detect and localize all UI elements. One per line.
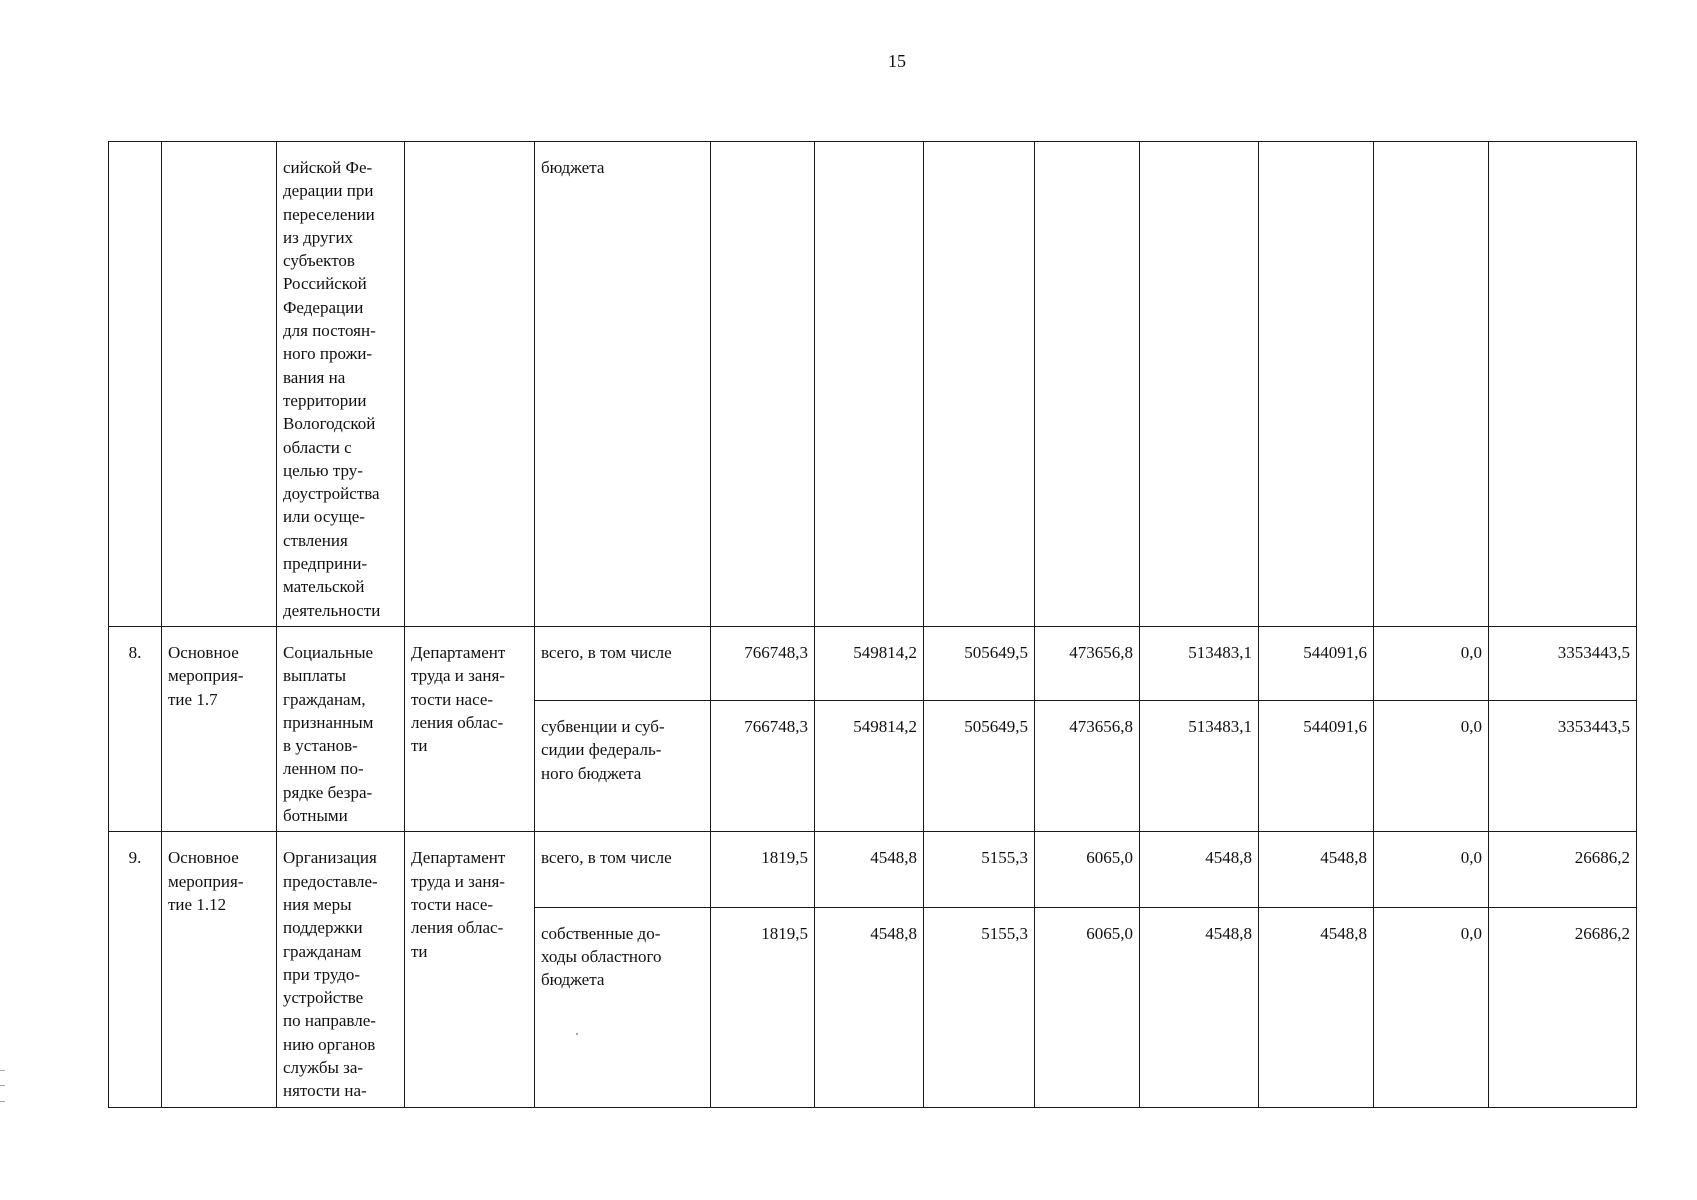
funding-value: 5155,3: [981, 848, 1028, 868]
value-cell: [1140, 907, 1259, 1107]
value-cell: [1259, 907, 1374, 1107]
value-cell: [1374, 907, 1489, 1107]
activity-name-line: ния меры: [283, 894, 352, 914]
funding-value: 4548,8: [1320, 923, 1367, 943]
activity-name-line: ного прожи-: [283, 344, 373, 364]
activity-name-line: из других: [283, 227, 354, 247]
activity-name-line: ствления: [283, 530, 348, 550]
activity-name-line: предоставле-: [283, 871, 378, 891]
value-cell: [711, 626, 815, 700]
activity-name-line: гражданам,: [283, 689, 366, 709]
activity-name-line: выплаты: [283, 666, 346, 686]
activity-name-line: субъектов: [283, 251, 355, 271]
funding-value: 4548,8: [870, 848, 917, 868]
value-cell: [1489, 832, 1637, 907]
activity-name-line: или осуще-: [283, 507, 365, 527]
funding-source-line: всего, в том числе: [541, 848, 672, 868]
funding-value: 513483,1: [1188, 642, 1252, 662]
funding-source-line: бюджета: [541, 970, 605, 990]
executor-line: тости насе-: [411, 894, 494, 914]
index-cell: [109, 142, 162, 627]
executor-line: тости насе-: [411, 689, 494, 709]
executor-cell: [405, 832, 535, 1107]
value-cell: [924, 832, 1035, 907]
activity-name-line: вания на: [283, 367, 346, 387]
measure-cell: [162, 626, 277, 831]
scan-edge-marks: [0, 1070, 5, 1102]
funding-source-cell: [535, 142, 711, 627]
funding-value: 544091,6: [1303, 717, 1367, 737]
value-cell: [924, 907, 1035, 1107]
funding-source-line: сидии федераль-: [541, 740, 662, 760]
funding-value: 0,0: [1460, 642, 1482, 662]
funding-source-cell: [535, 701, 711, 832]
measure-cell: [162, 832, 277, 1107]
funding-source-cell: [535, 907, 711, 1107]
value-cell: [815, 142, 924, 627]
activity-name-line: предприни-: [283, 554, 368, 574]
executor-line: ления облас-: [411, 712, 504, 732]
executor-line: ления облас-: [411, 918, 504, 938]
activity-name-line: ботными: [283, 806, 348, 826]
activity-name-line: при трудо-: [283, 964, 361, 984]
funding-value: 4548,8: [1320, 848, 1367, 868]
activity-name-cell: [277, 832, 405, 1107]
activity-name-line: службы за-: [283, 1057, 364, 1077]
value-cell: [1259, 142, 1374, 627]
executor-line: ти: [411, 736, 428, 756]
value-cell: [711, 832, 815, 907]
activity-name-line: нию органов: [283, 1034, 376, 1054]
row-index-cell: [109, 626, 162, 831]
value-cell: [924, 142, 1035, 627]
value-cell: [1035, 701, 1140, 832]
executor-line: труда и заня-: [411, 666, 505, 686]
activity-name-line: области с: [283, 437, 352, 457]
activity-name-line: целью тру-: [283, 460, 363, 480]
funding-source-line: ходы областного: [541, 946, 662, 966]
activity-name-line: для постоян-: [283, 321, 376, 341]
activity-name-line: Социальные: [283, 642, 374, 662]
executor-line: труда и заня-: [411, 871, 505, 891]
activity-name-line: дерации при: [283, 181, 374, 201]
executor-line: Департамент: [411, 642, 506, 662]
funding-value: 4548,8: [1205, 923, 1252, 943]
funding-value: 1819,5: [761, 923, 808, 943]
funding-source-line: собственные до-: [541, 923, 661, 943]
activity-name-line: гражданам: [283, 941, 362, 961]
value-cell: [1374, 832, 1489, 907]
funding-source-line: субвенции и суб-: [541, 717, 665, 737]
measure-cell: [162, 142, 277, 627]
funding-value: 3353443,5: [1557, 642, 1630, 662]
funding-value: 26686,2: [1574, 923, 1630, 943]
activity-name-line: нятости на-: [283, 1081, 367, 1101]
page-number: 15: [888, 51, 906, 71]
activity-name-line: территории: [283, 390, 367, 410]
funding-source-line: ного бюджета: [541, 763, 642, 783]
measure-line: Основное: [168, 848, 239, 868]
value-cell: [1374, 701, 1489, 832]
row-index: 8.: [128, 642, 142, 662]
funding-value: 0,0: [1460, 717, 1482, 737]
value-cell: [924, 626, 1035, 700]
table-row-continuation: [109, 142, 1637, 627]
funding-value: 0,0: [1460, 923, 1482, 943]
value-cell: [711, 701, 815, 832]
activity-name-line: по направле-: [283, 1011, 376, 1031]
funding-source-text: бюджета: [541, 158, 605, 177]
value-cell: [1035, 907, 1140, 1107]
funding-source-line: всего, в том числе: [541, 642, 672, 662]
row-index: 9.: [128, 848, 142, 868]
funding-value: 6065,0: [1086, 848, 1133, 868]
activity-name-line: сийской Фе-: [283, 158, 373, 177]
budget-table: [108, 141, 1637, 1108]
value-cell: [1140, 832, 1259, 907]
value-cell: [711, 142, 815, 627]
activity-name-line: Организация: [283, 848, 377, 868]
activity-name-line: мательской: [283, 577, 365, 597]
value-cell: [815, 907, 924, 1107]
value-cell: [1374, 626, 1489, 700]
measure-line: тие 1.7: [168, 689, 218, 709]
funding-value: 0,0: [1460, 848, 1482, 868]
activity-name-line: Федерации: [283, 297, 364, 317]
executor-line: Департамент: [411, 848, 506, 868]
funding-value: 766748,3: [744, 642, 808, 662]
value-cell: [1489, 907, 1637, 1107]
value-cell: [815, 832, 924, 907]
scan-speck: [576, 1033, 578, 1035]
value-cell: [1489, 701, 1637, 832]
value-cell: [1035, 142, 1140, 627]
value-cell: [815, 626, 924, 700]
activity-name-line: ленном по-: [283, 759, 364, 779]
executor-cell: [405, 626, 535, 831]
value-cell: [711, 907, 815, 1107]
activity-name-line: переселении: [283, 204, 375, 224]
value-cell: [924, 701, 1035, 832]
row-index-cell: [109, 832, 162, 1107]
funding-source-cell: [535, 626, 711, 700]
activity-name-cell: [277, 626, 405, 831]
value-cell: [1259, 626, 1374, 700]
executor-line: ти: [411, 941, 428, 961]
activity-name-line: признанным: [283, 712, 374, 732]
activity-name-cell: [277, 142, 405, 627]
activity-name-line: Российской: [283, 274, 367, 294]
funding-value: 6065,0: [1086, 923, 1133, 943]
measure-line: тие 1.12: [168, 894, 227, 914]
table-row: [109, 626, 1637, 700]
activity-name-line: Вологодской: [283, 414, 376, 434]
funding-value: 473656,8: [1069, 717, 1133, 737]
executor-cell: [405, 142, 535, 627]
value-cell: [815, 701, 924, 832]
funding-value: 26686,2: [1574, 848, 1630, 868]
table-body: [109, 142, 1637, 1108]
funding-source-cell: [535, 832, 711, 907]
measure-line: мероприя-: [168, 666, 244, 686]
activity-name-line: в установ-: [283, 736, 358, 756]
value-cell: [1259, 701, 1374, 832]
funding-value: 4548,8: [870, 923, 917, 943]
value-cell: [1374, 142, 1489, 627]
measure-line: Основное: [168, 642, 239, 662]
value-cell: [1035, 832, 1140, 907]
value-cell: [1140, 142, 1259, 627]
funding-value: 5155,3: [981, 923, 1028, 943]
activity-name-line: рядке безра-: [283, 782, 373, 802]
funding-value: 505649,5: [964, 642, 1028, 662]
funding-value: 473656,8: [1069, 642, 1133, 662]
funding-value: 1819,5: [761, 848, 808, 868]
value-cell: [1140, 626, 1259, 700]
funding-value: 4548,8: [1205, 848, 1252, 868]
table-row: [109, 832, 1637, 907]
activity-name-line: устройстве: [283, 988, 364, 1008]
value-cell: [1489, 142, 1637, 627]
value-cell: [1140, 701, 1259, 832]
funding-value: 549814,2: [853, 717, 917, 737]
value-cell: [1489, 626, 1637, 700]
funding-value: 3353443,5: [1557, 717, 1630, 737]
activity-name-line: деятельности: [283, 600, 381, 620]
funding-value: 513483,1: [1188, 717, 1252, 737]
value-cell: [1035, 626, 1140, 700]
funding-value: 544091,6: [1303, 642, 1367, 662]
activity-name-line: доустройства: [283, 484, 380, 504]
funding-value: 549814,2: [853, 642, 917, 662]
funding-value: 766748,3: [744, 717, 808, 737]
measure-line: мероприя-: [168, 871, 244, 891]
value-cell: [1259, 832, 1374, 907]
activity-name-line: поддержки: [283, 918, 363, 938]
funding-value: 505649,5: [964, 717, 1028, 737]
